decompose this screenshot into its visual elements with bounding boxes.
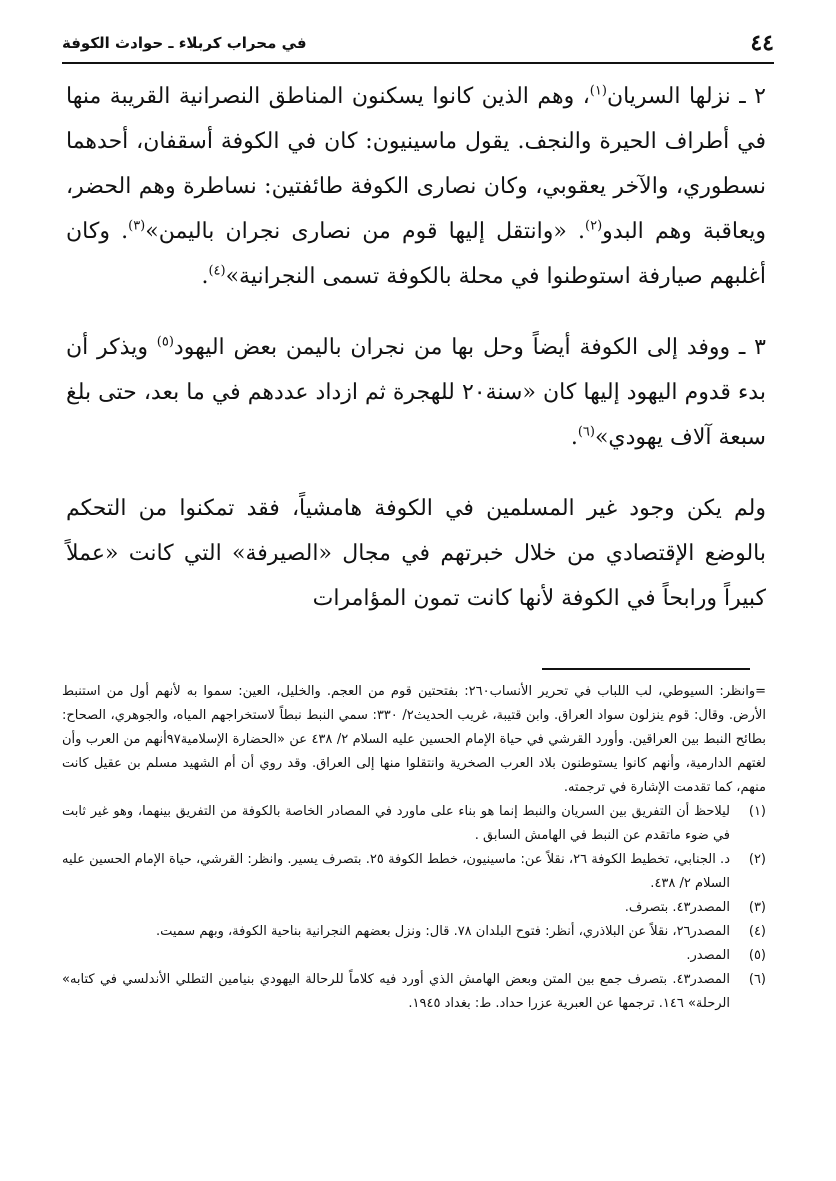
text-run: . <box>570 425 578 450</box>
footnote-number: (٦) <box>748 972 766 987</box>
footnote-ref-3: (٣) <box>128 218 146 234</box>
footnote-3 <box>62 896 766 920</box>
paragraph-jews <box>66 325 766 460</box>
paragraph-economy: ولم يكن وجود غير المسلمين في الكوفة هامشياً، فقد تمكنوا من التحكم بالوضع الإقتصادي من خلال خبرتهم في مجال «الصيرفة» التي كانت «عملاً كبيراً ورابحاً في الكوفة لأنها كانت تمون المؤامرات <box>66 496 766 611</box>
footnote-2 <box>62 848 766 896</box>
footnote-number: (٣) <box>748 900 766 915</box>
text-run: . <box>201 264 209 289</box>
footnote-text: د. الجنابي، تخطيط الكوفة ٢٦، نقلاً عن: ماسينيون، خطط الكوفة ٢٥. بتصرف يسير. وانظر: القرشي، حياة الإمام الحسين عليه السلام ٢/ ٤٣٨. <box>62 852 730 891</box>
footnote-6 <box>62 968 766 1016</box>
footnote-text: المصدر٢٦، نقلاً عن البلاذري، أنظر: فتوح البلدان ٧٨. قال: ونزل بعضهم النجرانية بناحية الكوفة، وبهم سميت. <box>155 924 730 939</box>
paragraph-syriacs <box>66 74 766 299</box>
text-run: ويذكر أن بدء قدوم اليهود إليها كان «سنة٢٠ للهجرة ثم ازداد عددهم في ما بعد، حتى بلغ سبعة آلاف يهودي» <box>66 335 766 450</box>
page-number: ٤٤ <box>750 30 774 56</box>
running-title: في محراب كربلاء ـ حوادث الكوفة <box>62 34 307 52</box>
footnote-number: (١) <box>748 804 766 819</box>
footnotes <box>62 680 766 1016</box>
footnote-number: (٥) <box>748 948 766 963</box>
footnote-4 <box>62 920 766 944</box>
main-text <box>66 74 766 621</box>
page-header <box>62 30 774 64</box>
footnote-text: ليلاحظ أن التفريق بين السريان والنبط إنما هو بناء على ماورد في المصادر الخاصة بالكوفة من التفريق بينهما، وهو غير ثابت في ضوء ماتقدم عن النبط في الهامش السابق . <box>62 804 730 843</box>
footnote-divider <box>542 668 750 670</box>
footnote-ref-2: (٢) <box>585 218 603 234</box>
footnote-ref-6: (٦) <box>577 424 595 440</box>
footnote-text: المصدر٤٣. بتصرف. <box>624 900 730 915</box>
text-run: . «وانتقل إليها قوم من نصارى نجران باليمن» <box>145 219 586 244</box>
footnote-ref-5: (٥) <box>156 334 174 350</box>
footnote-ref-1: (١) <box>589 83 607 99</box>
text-run: . وكان أغلبهم صيارفة استوطنوا في محلة بالكوفة تسمى النجرانية» <box>66 219 766 289</box>
footnote-ref-4: (٤) <box>208 263 226 279</box>
footnote-text: المصدر. <box>686 948 730 963</box>
footnote-number: (٤) <box>748 924 766 939</box>
footnote-continuation: =وانظر: السيوطي، لب اللباب في تحرير الأنساب٢٦٠: بفتحتين قوم من العجم. والخليل، العين: سموا به لأنهم أول من استنبط الأرض. وقال: قوم ينزلون سواد العراق. وابن قتيبة، غريب الحديث٢/ ٣٣٠: سمي النبط نبطاً لاستخراجهم المياه، والجوهري، الصحاح: بطائح النبط بين العراقين. وأورد القرشي في حياة الإمام الحسين عليه السلام ٢/ ٤٣٨ عن «الحضارة الإسلامية٩٧أنهم من العرب وأن لغتهم الدارمية، وأنهم كانوا يستوطنون بلاد العرب الصخرية وانتقلوا منها إلى العراق. وقد روي أن أم الشهيد مسلم بن عقيل كانت منهم، كما تقدمت الإشارة في ترجمته. <box>62 684 766 795</box>
footnote-5 <box>62 944 766 968</box>
text-run: ٣ ـ ووفد إلى الكوفة أيضاً وحل بها من نجران باليمن بعض اليهود <box>173 335 766 360</box>
text-run: ، وهم الذين كانوا يسكنون المناطق النصرانية القريبة منها في أطراف الحيرة والنجف. يقول ماسينيون: كان في الكوفة أسقفان، أحدهما نسطوري، والآخر يعقوبي، وكان نصارى الكوفة طائفتين: نساطرة وهم الحضر، ويعاقبة وهم البدو <box>66 84 766 244</box>
footnote-text: المصدر٤٣. بتصرف جمع بين المتن وبعض الهامش الذي أورد فيه كلاماً للرحالة اليهودي بنيامين التطلي الأندلسي في كتابه» الرحلة» ١٤٦. ترجمها عن العبرية عزرا حداد. ط: بغداد ١٩٤٥. <box>62 972 730 1011</box>
footnote-number: (٢) <box>748 852 766 867</box>
footnote-1 <box>62 800 766 848</box>
text-run: ٢ ـ نزلها السريان <box>606 84 766 109</box>
